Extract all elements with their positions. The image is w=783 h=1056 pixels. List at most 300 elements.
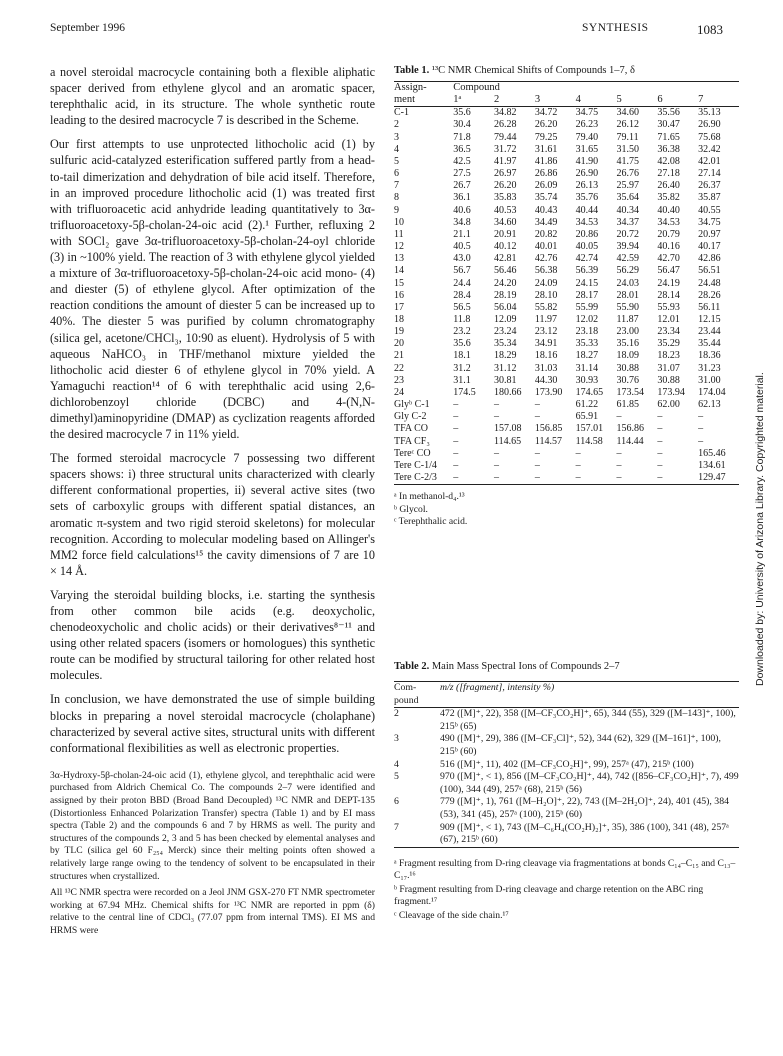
nmr-assignment: C-1 bbox=[394, 107, 453, 120]
table1-block bbox=[394, 64, 739, 529]
table1-footnotes bbox=[394, 491, 739, 529]
nmr-shift: 56.39 bbox=[575, 265, 599, 277]
nmr-shift: 79.40 bbox=[575, 131, 599, 143]
nmr-shift: 24.03 bbox=[616, 277, 639, 289]
ms-ions: 909 ([M]⁺, < 1), 743 ([M–C₆H₄(CO₂H)₂]⁺, 35), 386 (100), 341 (48), 257ᵃ (67), 215ᵇ (60) bbox=[440, 821, 729, 846]
nmr-shift: 44.30 bbox=[534, 374, 558, 386]
nmr-row bbox=[394, 472, 739, 485]
nmr-shift: 26.23 bbox=[575, 119, 599, 131]
nmr-shift: 35.29 bbox=[657, 338, 680, 350]
nmr-shift: 173.94 bbox=[657, 386, 685, 398]
column-header: 3 bbox=[534, 94, 541, 106]
nmr-assignment: 4 bbox=[394, 143, 399, 155]
nmr-shift: 31.1 bbox=[453, 374, 471, 386]
nmr-shift: 56.29 bbox=[616, 265, 639, 277]
nmr-shift: 35.34 bbox=[494, 338, 517, 350]
nmr-shift: – bbox=[657, 459, 663, 471]
nmr-shift: – bbox=[698, 435, 704, 447]
nmr-shift: 35.83 bbox=[494, 192, 517, 204]
nmr-shift: 30.88 bbox=[616, 362, 639, 374]
nmr-shift: 157.01 bbox=[575, 423, 604, 435]
nmr-shift: 26.40 bbox=[657, 180, 680, 192]
nmr-shift: 23.34 bbox=[657, 326, 680, 338]
nmr-shift: – bbox=[575, 459, 581, 471]
nmr-shift: – bbox=[494, 472, 500, 483]
nmr-row bbox=[394, 302, 739, 314]
nmr-row bbox=[394, 460, 739, 472]
column-header: 1ᵃ bbox=[453, 94, 462, 106]
nmr-row bbox=[394, 399, 739, 411]
nmr-shift: 79.44 bbox=[494, 131, 517, 143]
nmr-shift: 30.93 bbox=[575, 374, 599, 386]
nmr-row bbox=[394, 363, 739, 375]
nmr-row bbox=[394, 350, 739, 362]
nmr-shift: 18.09 bbox=[616, 350, 639, 362]
nmr-shift: – bbox=[657, 447, 663, 459]
nmr-shift: 28.10 bbox=[534, 289, 558, 301]
nmr-shift: 41.97 bbox=[494, 155, 517, 167]
nmr-assignment: 23 bbox=[394, 374, 404, 386]
nmr-shift: 35.87 bbox=[698, 192, 721, 204]
nmr-shift: 79.11 bbox=[616, 131, 639, 143]
nmr-shift: – bbox=[494, 459, 500, 471]
ms-row bbox=[394, 708, 739, 734]
nmr-row bbox=[394, 253, 739, 265]
nmr-shift: 11.8 bbox=[453, 313, 471, 325]
nmr-shift: 65.91 bbox=[575, 411, 599, 423]
nmr-shift: 11.87 bbox=[616, 313, 639, 325]
nmr-shift: 31.07 bbox=[657, 362, 680, 374]
nmr-shift: 31.00 bbox=[698, 374, 721, 386]
ms-col2-header: m/z ([fragment], intensity %) bbox=[440, 682, 739, 708]
nmr-shift: 34.53 bbox=[657, 216, 680, 228]
nmr-assignment: 13 bbox=[394, 253, 404, 265]
nmr-assignment: 18 bbox=[394, 313, 404, 325]
nmr-shift: 34.72 bbox=[535, 107, 576, 120]
nmr-shift: 26.76 bbox=[616, 168, 639, 180]
nmr-shift: – bbox=[575, 472, 581, 483]
table2-block bbox=[394, 660, 739, 923]
nmr-shift: 34.60 bbox=[617, 107, 658, 120]
nmr-shift: 42.70 bbox=[657, 253, 680, 265]
nmr-shift: 20.72 bbox=[616, 228, 639, 240]
nmr-shift: 26.12 bbox=[616, 119, 639, 131]
nmr-shift: 43.0 bbox=[453, 253, 471, 265]
nmr-shift: 39.94 bbox=[616, 241, 639, 253]
nmr-shift: 18.16 bbox=[534, 350, 558, 362]
nmr-shift: 42.74 bbox=[575, 253, 599, 265]
nmr-shift: – bbox=[698, 411, 704, 423]
nmr-shift: 40.01 bbox=[534, 241, 558, 253]
nmr-row bbox=[394, 448, 739, 460]
ms-table bbox=[394, 681, 739, 848]
nmr-shift: 35.33 bbox=[575, 338, 599, 350]
ms-compound: 5 bbox=[394, 771, 399, 783]
nmr-shift: 20.82 bbox=[534, 228, 558, 240]
nmr-assignment: Tere C-1/4 bbox=[394, 459, 437, 471]
nmr-shift: 79.25 bbox=[534, 131, 558, 143]
nmr-shift: 40.40 bbox=[657, 204, 680, 216]
nmr-assignment: 8 bbox=[394, 192, 399, 204]
nmr-shift: 35.82 bbox=[657, 192, 680, 204]
nmr-shift: 62.00 bbox=[657, 399, 680, 411]
nmr-assignment: 22 bbox=[394, 362, 404, 374]
nmr-shift: – bbox=[494, 447, 500, 459]
column-header: 7 bbox=[698, 94, 704, 106]
nmr-row bbox=[394, 387, 739, 399]
table2-title: Main Mass Spectral Ions of Compounds 2–7 bbox=[431, 661, 620, 672]
nmr-shift: – bbox=[453, 447, 459, 459]
nmr-shift: – bbox=[534, 447, 540, 459]
nmr-shift: 30.88 bbox=[657, 374, 680, 386]
nmr-shift: 28.4 bbox=[453, 289, 471, 301]
nmr-shift: 56.38 bbox=[534, 265, 558, 277]
nmr-shift: 165.46 bbox=[698, 447, 726, 459]
nmr-shift: 34.53 bbox=[575, 216, 599, 228]
nmr-shift: 35.64 bbox=[616, 192, 639, 204]
ms-ions: 779 ([M]⁺, 1), 761 ([M–H₂O]⁺, 22), 743 ([M–2H₂O]⁺, 24), 401 (45), 384 (53), 341 (45), 257ᵃ (100), 215ᵇ (60) bbox=[440, 796, 729, 820]
nmr-shift: 114.57 bbox=[534, 435, 562, 447]
nmr-shift: 35.16 bbox=[616, 338, 639, 350]
nmr-assignment: 20 bbox=[394, 338, 404, 350]
nmr-shift: 20.97 bbox=[698, 228, 721, 240]
nmr-shift: – bbox=[698, 423, 704, 435]
nmr-assignment: Tereᶜ CO bbox=[394, 447, 431, 459]
nmr-shift: 56.04 bbox=[494, 301, 517, 313]
ms-compound: 3 bbox=[394, 733, 399, 745]
nmr-shift: 40.5 bbox=[453, 241, 471, 253]
body-paragraph: Varying the steroidal building blocks, i.e. starting the synthesis from other common bile acids (e.g. deoxycholic, chenodeoxycholic and cholic acids) or their derivatives⁸⁻¹¹ and using other related spacers (isomers or homologues) this synthetic route can be modified by structural tailoring for other related host molecules. bbox=[50, 587, 375, 683]
nmr-shift: 42.76 bbox=[534, 253, 558, 265]
nmr-shift: 23.18 bbox=[575, 326, 599, 338]
nmr-shift: 34.91 bbox=[534, 338, 558, 350]
nmr-row bbox=[394, 217, 739, 229]
table1-label: Table 1. bbox=[394, 65, 430, 76]
nmr-shift: – bbox=[453, 472, 459, 483]
nmr-assignment: 3 bbox=[394, 131, 399, 143]
body-paragraph: The formed steroidal macrocycle 7 possessing two different spacers shows: i) three structural units characterized with clearly different conformational properties, ii) several active sites (two sets of carboxylic groups with different spatial distances, an aromatic π-system and two rigid steroid skeletons) for molecular recognition. According to molecular modeling based on Allinger's MM2 force field calculations¹⁵ the cavity dimensions of 7 are 10 × 14 Å. bbox=[50, 451, 375, 578]
nmr-shift: 27.5 bbox=[453, 168, 471, 180]
body-paragraph: In conclusion, we have demonstrated the use of simple building blocks in preparing a novel steroidal macrocycle (cholaphane) characterized by several active sites, structural units with different conformational flexibilities as well as electronic properties. bbox=[50, 692, 375, 755]
nmr-shift: 35.56 bbox=[657, 107, 698, 120]
nmr-shift: 156.85 bbox=[534, 423, 563, 435]
column-header: 4 bbox=[575, 94, 581, 106]
nmr-shift: – bbox=[453, 399, 459, 411]
nmr-shift: 23.2 bbox=[453, 326, 471, 338]
nmr-assignment: TFA CO bbox=[394, 423, 428, 435]
nmr-shift: 12.09 bbox=[494, 313, 517, 325]
nmr-shift: 24.19 bbox=[657, 277, 680, 289]
nmr-assignment: Gly C-2 bbox=[394, 411, 427, 423]
nmr-shift: 26.90 bbox=[698, 119, 721, 131]
nmr-shift: – bbox=[534, 411, 540, 423]
nmr-row bbox=[394, 314, 739, 326]
nmr-shift: 20.79 bbox=[657, 228, 680, 240]
nmr-shift: 41.86 bbox=[534, 155, 558, 167]
nmr-shift: 30.81 bbox=[494, 374, 517, 386]
compound-header: Compound bbox=[453, 82, 739, 95]
nmr-shift: 34.8 bbox=[453, 216, 471, 228]
nmr-shift: 36.38 bbox=[657, 143, 680, 155]
nmr-shift: 71.65 bbox=[657, 131, 680, 143]
nmr-row bbox=[394, 180, 739, 192]
nmr-assignment: Glyᵇ C-1 bbox=[394, 399, 430, 411]
ms-row bbox=[394, 733, 739, 758]
nmr-shift: – bbox=[453, 411, 459, 423]
ms-compound: 4 bbox=[394, 758, 399, 770]
nmr-shift: 56.11 bbox=[698, 301, 721, 313]
nmr-shift: 75.68 bbox=[698, 131, 721, 143]
nmr-shift: – bbox=[657, 435, 663, 447]
nmr-shift: 31.65 bbox=[575, 143, 599, 155]
nmr-shift: 20.86 bbox=[575, 228, 599, 240]
nmr-shift: 31.61 bbox=[534, 143, 558, 155]
ms-row bbox=[394, 759, 739, 772]
nmr-row bbox=[394, 132, 739, 144]
nmr-shift: 23.24 bbox=[494, 326, 517, 338]
nmr-shift: 18.23 bbox=[657, 350, 680, 362]
nmr-shift: – bbox=[453, 435, 459, 447]
page-number: 1083 bbox=[697, 22, 723, 37]
nmr-shift: 40.16 bbox=[657, 241, 680, 253]
nmr-row bbox=[394, 205, 739, 217]
nmr-shift: 26.20 bbox=[494, 180, 517, 192]
nmr-assignment: Tere C-2/3 bbox=[394, 472, 437, 483]
nmr-shift: 21.1 bbox=[453, 228, 471, 240]
table1-caption bbox=[394, 64, 739, 77]
nmr-assignment: 24 bbox=[394, 386, 404, 398]
nmr-shift: 180.66 bbox=[494, 386, 522, 398]
nmr-shift: 42.59 bbox=[616, 253, 639, 265]
nmr-shift: – bbox=[616, 472, 622, 483]
nmr-shift: – bbox=[494, 399, 500, 411]
nmr-shift: 174.04 bbox=[698, 386, 726, 398]
nmr-shift: 62.13 bbox=[698, 399, 721, 411]
nmr-shift: 35.74 bbox=[534, 192, 558, 204]
nmr-shift: – bbox=[575, 447, 581, 459]
nmr-shift: 35.44 bbox=[698, 338, 721, 350]
nmr-shift: 35.76 bbox=[575, 192, 599, 204]
nmr-assignment: 6 bbox=[394, 168, 399, 180]
nmr-shift: 18.27 bbox=[575, 350, 599, 362]
nmr-shift: 27.14 bbox=[698, 168, 721, 180]
nmr-assignment: 5 bbox=[394, 155, 399, 167]
nmr-row bbox=[394, 107, 739, 120]
nmr-shift: 36.1 bbox=[453, 192, 471, 204]
nmr-shift: 31.2 bbox=[453, 362, 471, 374]
nmr-row bbox=[394, 119, 739, 131]
nmr-shift: 24.09 bbox=[534, 277, 558, 289]
ms-ions: 970 ([M]⁺, < 1), 856 ([M–CF₃CO₂H]⁺, 44), 742 ([856–CF₃CO₂H]⁺, 7), 499 (100), 344 (49), 257ᵃ (68), 215ᵇ (56) bbox=[440, 771, 739, 795]
ms-compound: 7 bbox=[394, 821, 399, 833]
column-header: 2 bbox=[494, 94, 500, 106]
nmr-row bbox=[394, 229, 739, 241]
assign-header: Assign- bbox=[394, 82, 453, 95]
nmr-shift: – bbox=[494, 411, 500, 423]
nmr-assignment: 12 bbox=[394, 241, 404, 253]
nmr-shift: 40.17 bbox=[698, 241, 721, 253]
table2-caption bbox=[394, 660, 739, 673]
nmr-shift: 40.43 bbox=[534, 204, 558, 216]
nmr-shift: 31.03 bbox=[534, 362, 558, 374]
ms-row bbox=[394, 771, 739, 796]
nmr-shift: 26.37 bbox=[698, 180, 721, 192]
nmr-shift: – bbox=[534, 472, 540, 483]
nmr-shift: 40.12 bbox=[494, 241, 517, 253]
footnote: ᵃ Fragment resulting from D-ring cleavage via fragmentations at bonds C₁₄–C₁₅ and C₁₃–C₁₇.¹⁶ bbox=[394, 857, 736, 882]
nmr-shift: 26.97 bbox=[494, 168, 517, 180]
nmr-shift: 42.81 bbox=[494, 253, 517, 265]
nmr-shift: 42.5 bbox=[453, 155, 471, 167]
nmr-shift: 42.86 bbox=[698, 253, 721, 265]
nmr-shift: 26.28 bbox=[494, 119, 517, 131]
nmr-shift: 35.13 bbox=[698, 107, 739, 120]
nmr-shift: 35.6 bbox=[453, 107, 494, 120]
nmr-shift: 18.36 bbox=[698, 350, 721, 362]
nmr-shift: 20.91 bbox=[494, 228, 517, 240]
nmr-shift: 34.49 bbox=[534, 216, 558, 228]
nmr-shift: – bbox=[657, 423, 663, 435]
nmr-shift: 28.19 bbox=[494, 289, 517, 301]
table2-label: Table 2. bbox=[394, 661, 430, 672]
nmr-shift: 41.90 bbox=[575, 155, 599, 167]
left-column bbox=[50, 64, 375, 942]
nmr-assignment: 15 bbox=[394, 277, 404, 289]
download-watermark bbox=[748, 368, 770, 688]
nmr-shift: 31.12 bbox=[494, 362, 517, 374]
nmr-shift: 34.60 bbox=[494, 216, 517, 228]
ms-row bbox=[394, 796, 739, 821]
assign-header-2: ment bbox=[394, 94, 415, 106]
nmr-assignment: 9 bbox=[394, 204, 399, 216]
nmr-shift: 12.02 bbox=[575, 313, 599, 325]
running-header-date: September 1996 bbox=[50, 22, 126, 34]
experimental-paragraph: All ¹³C NMR spectra were recorded on a Jeol JNM GSX-270 FT NMR spectrometer working at 67.94 MHz. Chemical shifts for ¹³C NMR are reported in ppm (δ) relative to the central line of CDCl₃ (77.07 ppm from internal TMS). EI MS and HRMS were bbox=[50, 887, 375, 936]
nmr-shift: 31.23 bbox=[698, 362, 721, 374]
nmr-shift: 31.72 bbox=[494, 143, 517, 155]
nmr-shift: 40.34 bbox=[616, 204, 639, 216]
nmr-shift: 26.90 bbox=[575, 168, 599, 180]
nmr-assignment: 16 bbox=[394, 289, 404, 301]
nmr-shift: 30.47 bbox=[657, 119, 680, 131]
experimental-paragraph: 3α-Hydroxy-5β-cholan-24-oic acid (1), ethylene glycol, and terephthalic acid were purchased from Aldrich Chemical Co. The compounds 2–7 were identified and assigned by their proton BBD (Broad Band Decoupled) ¹³C NMR and DEPT-135 (Distortionless Enhanced Polarization Transfer) spectra (Table 1) and by EI mass spectra (Table 2) and the compounds 6 and 7 by HRMS as well. The purity and structures of the compounds 2, 3 and 5 has been checked by elemental analyses and by TLC (silica gel 60 F₂₅₄ Merck) since their melting points often showed a relatively large range owing to the tendency of solvent to be encapsulated in their structures when crystallized. bbox=[50, 769, 375, 882]
nmr-row bbox=[394, 338, 739, 350]
nmr-shift: 61.85 bbox=[616, 399, 639, 411]
nmr-shift: 26.13 bbox=[575, 180, 599, 192]
nmr-shift: 36.5 bbox=[453, 143, 471, 155]
nmr-shift: 129.47 bbox=[698, 472, 726, 483]
ms-ions: 490 ([M]⁺, 29), 386 ([M–CF₃Cl]⁺, 52), 344 (62), 329 ([M–161]⁺, 100), 215ᵇ (60) bbox=[440, 733, 721, 757]
nmr-shift: – bbox=[534, 399, 540, 411]
nmr-shift: 30.76 bbox=[616, 374, 639, 386]
ms-ions: 472 ([M]⁺, 22), 358 ([M–CF₃CO₂H]⁺, 65), 344 (55), 329 ([M–143]⁺, 100), 215ᵇ (65) bbox=[440, 708, 739, 734]
nmr-shift: 27.18 bbox=[657, 168, 680, 180]
nmr-shift: 32.42 bbox=[698, 143, 721, 155]
watermark-text: Downloaded by: University of Arizona Library. Copyrighted material. bbox=[754, 372, 766, 686]
nmr-row bbox=[394, 156, 739, 168]
nmr-assignment: 19 bbox=[394, 326, 404, 338]
nmr-row bbox=[394, 241, 739, 253]
ms-ions: 516 ([M]⁺, 11), 402 ([M–CF₃CO₂H]⁺, 99), 257ᵃ (47), 215ᵇ (100) bbox=[440, 758, 694, 770]
nmr-shift: 30.4 bbox=[453, 119, 471, 131]
nmr-row bbox=[394, 265, 739, 277]
column-header: 6 bbox=[657, 94, 663, 106]
nmr-assignment: 2 bbox=[394, 119, 399, 131]
ms-row bbox=[394, 822, 739, 848]
nmr-shift: 173.90 bbox=[534, 386, 563, 398]
nmr-shift: 28.14 bbox=[657, 289, 680, 301]
nmr-shift: 34.75 bbox=[698, 216, 721, 228]
body-paragraph: Our first attempts to use unprotected lithocholic acid (1) by sulfuric acid-catalyzed esterification suffered partly from a head-to-tail dimerization and dehydration of bile acid itself. Therefore, in an improved procedure lithocholic acid (1) was treated first with trifluoroacetic acid anhydride leading quantitatively to 3α-trifluoroacetoxy-5β-cholan-24-oic acid (2).¹ Further, refluxing 2 with SOCl₂ gave 3α-trifluoroacetoxy-5β-cholan-24-oyl chloride (3) in ~100% yield. The reaction of 3 with ethylene glycol yielded a mixture of 3α-trifluoroacetoxy-5β-cholan-24-oic acid mono- (4) and diester (5) of ethylene glycol. After optimization of the reaction conditions the amount of diester 5 can be increased up to 40%. The diester 5 was purified by column chromatography (silica gel, acetone/CHCl₃, 10:90 as eluent). Hydrolysis of 5 with aqueous NaHCO₃ in THF/methanol mixture yielded the lithocholic acid diester 6 of ethylene glycol in 70% yield. A Yamaguchi reaction¹⁴ of 6 with terephthalic acid using 2,6-dichlorobenzoyl chloride (DCBC) and 4-(N,N-dimethyl)aminopyridine (DMAP) as cyclization reagents afforded the desired macrocycle 7 in 11% yield. bbox=[50, 137, 375, 442]
nmr-shift: 157.08 bbox=[494, 423, 522, 435]
body-paragraph: a novel steroidal macrocycle containing both a flexible aliphatic spacer derived from ethylene glycol and an aromatic spacer, terephthalic acid, in its structure. The whole synthetic route leading to the desired macrocycle 7 is described in the Scheme. bbox=[50, 65, 375, 128]
nmr-shift: 24.15 bbox=[575, 277, 599, 289]
experimental-section bbox=[50, 770, 375, 938]
nmr-row bbox=[394, 168, 739, 180]
nmr-assignment: 7 bbox=[394, 180, 399, 192]
nmr-shift: 56.7 bbox=[453, 265, 471, 277]
nmr-assignment: TFA CF₃ bbox=[394, 435, 430, 447]
nmr-shift: 23.44 bbox=[698, 326, 721, 338]
nmr-shift: 55.82 bbox=[534, 301, 558, 313]
nmr-shift: 12.01 bbox=[657, 313, 680, 325]
nmr-row bbox=[394, 436, 739, 448]
nmr-shift: 114.44 bbox=[616, 435, 644, 447]
nmr-shift: 42.01 bbox=[698, 155, 721, 167]
nmr-row bbox=[394, 375, 739, 387]
nmr-shift: 174.5 bbox=[453, 386, 476, 398]
nmr-assignment: 17 bbox=[394, 301, 404, 313]
nmr-shift: 42.08 bbox=[657, 155, 680, 167]
nmr-shift: 26.86 bbox=[534, 168, 558, 180]
nmr-shift: – bbox=[657, 411, 663, 423]
nmr-shift: 11.97 bbox=[534, 313, 557, 325]
nmr-shift: 26.7 bbox=[453, 180, 471, 192]
nmr-shift: 23.12 bbox=[534, 326, 558, 338]
nmr-shift: 34.82 bbox=[494, 107, 535, 120]
nmr-shift: 156.86 bbox=[616, 423, 644, 435]
footnote: ᶜ Cleavage of the side chain.¹⁷ bbox=[394, 909, 509, 921]
nmr-shift: 35.6 bbox=[453, 338, 471, 350]
nmr-shift: 26.20 bbox=[534, 119, 558, 131]
nmr-shift: 28.01 bbox=[616, 289, 639, 301]
nmr-shift: 28.17 bbox=[575, 289, 599, 301]
nmr-shift: 56.5 bbox=[453, 301, 471, 313]
nmr-assignment: 14 bbox=[394, 265, 404, 277]
nmr-row bbox=[394, 423, 739, 435]
nmr-assignment: 11 bbox=[394, 228, 404, 240]
nmr-shift: 40.53 bbox=[494, 204, 517, 216]
nmr-assignment: 10 bbox=[394, 216, 404, 228]
nmr-shift: 18.1 bbox=[453, 350, 471, 362]
nmr-shift: – bbox=[616, 411, 622, 423]
nmr-shift: 55.99 bbox=[575, 301, 599, 313]
ms-col1-header-2: pound bbox=[394, 694, 419, 706]
nmr-row bbox=[394, 411, 739, 423]
footnote: ᵃ In methanol-d₄.¹³ bbox=[394, 491, 465, 503]
nmr-shift: 173.54 bbox=[616, 386, 644, 398]
nmr-shift: 31.14 bbox=[575, 362, 599, 374]
nmr-shift: 24.48 bbox=[698, 277, 721, 289]
footnote: ᶜ Terephthalic acid. bbox=[394, 516, 468, 528]
nmr-shift: 40.55 bbox=[698, 204, 721, 216]
table1-title: ¹³C NMR Chemical Shifts of Compounds 1–7, δ bbox=[431, 65, 636, 76]
nmr-shift: 26.09 bbox=[534, 180, 558, 192]
nmr-shift: 18.29 bbox=[494, 350, 517, 362]
footnote: ᵇ Glycol. bbox=[394, 503, 428, 515]
nmr-shift: 56.47 bbox=[657, 265, 680, 277]
nmr-shift: 55.93 bbox=[657, 301, 680, 313]
